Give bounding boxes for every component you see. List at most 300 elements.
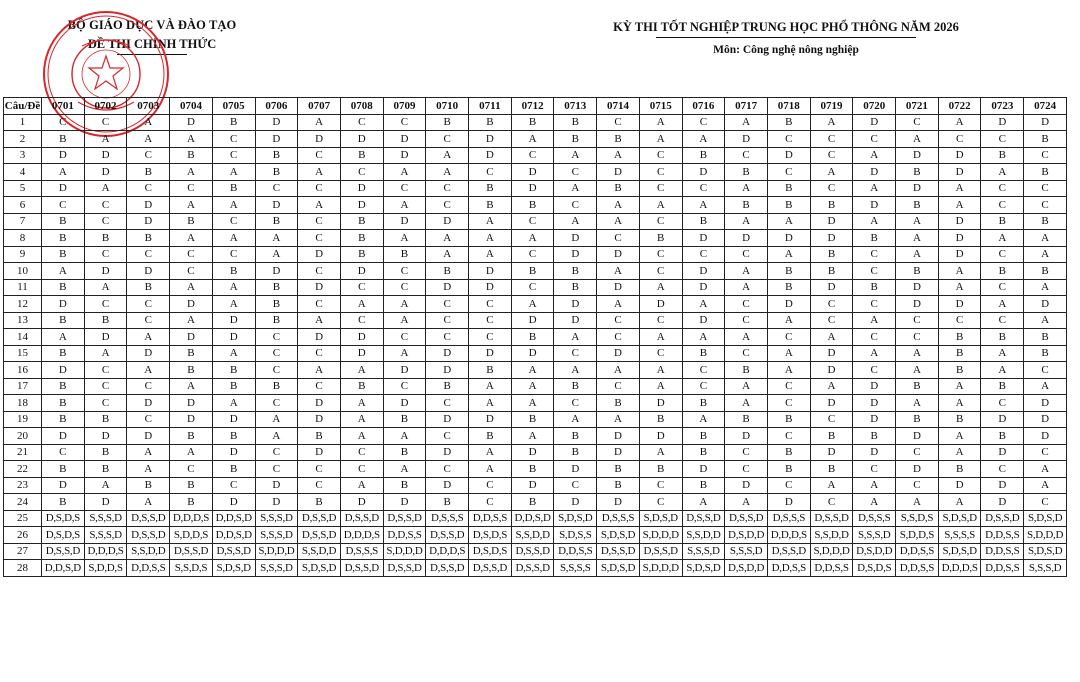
answer-cell: D,S,S,D	[682, 510, 725, 527]
answer-cell: C	[212, 131, 255, 148]
answer-cell: D,S,S,D	[340, 560, 383, 577]
answer-cell: B	[170, 477, 213, 494]
answer-cell: D	[469, 345, 512, 362]
answer-cell: A	[1024, 461, 1067, 478]
answer-cell: A	[340, 477, 383, 494]
answer-cell: C	[981, 131, 1024, 148]
answer-cell: A	[767, 213, 810, 230]
answer-cell: A	[426, 164, 469, 181]
answer-cell: C	[298, 461, 341, 478]
answer-cell: D	[853, 444, 896, 461]
answer-cell: A	[1024, 312, 1067, 329]
answer-cell: D	[127, 428, 170, 445]
answer-cell: A	[767, 246, 810, 263]
answer-cell: B	[127, 164, 170, 181]
answer-cell: B	[426, 114, 469, 131]
question-number: 17	[4, 378, 42, 395]
answer-cell: D	[639, 395, 682, 412]
answer-cell: C	[597, 329, 640, 346]
answer-cell: C	[767, 428, 810, 445]
answer-cell: A	[639, 279, 682, 296]
answer-cell: C	[511, 279, 554, 296]
answer-cell: D	[597, 444, 640, 461]
answer-cell: A	[383, 296, 426, 313]
answer-cell: S,D,D,D	[383, 543, 426, 560]
answer-cell: A	[511, 131, 554, 148]
answer-cell: D,S,S,D	[170, 543, 213, 560]
answer-cell: C	[853, 131, 896, 148]
answer-cell: A	[298, 197, 341, 214]
answer-cell: B	[554, 279, 597, 296]
answer-cell: B	[383, 477, 426, 494]
answer-cell: B	[810, 428, 853, 445]
exam-code-header: 0717	[725, 98, 768, 115]
answer-cell: B	[725, 164, 768, 181]
answer-cell: D,S,D,S	[42, 510, 85, 527]
question-number: 8	[4, 230, 42, 247]
answer-cell: A	[639, 329, 682, 346]
answer-cell: D	[896, 428, 939, 445]
answer-cell: D	[298, 329, 341, 346]
answer-cell: D	[298, 444, 341, 461]
answer-cell: C	[682, 180, 725, 197]
answer-cell: D	[767, 230, 810, 247]
answer-cell: C	[298, 263, 341, 280]
answer-cell: D	[84, 164, 127, 181]
table-row	[4, 345, 1067, 362]
answer-cell: C	[639, 164, 682, 181]
answer-cell: A	[853, 147, 896, 164]
answer-cell: C	[725, 461, 768, 478]
answer-cell: A	[127, 444, 170, 461]
answer-cell: B	[896, 197, 939, 214]
answer-cell: C	[426, 461, 469, 478]
question-number: 19	[4, 411, 42, 428]
answer-cell: A	[938, 180, 981, 197]
answer-cell: C	[767, 477, 810, 494]
answer-cell: C	[725, 296, 768, 313]
answer-cell: C	[896, 312, 939, 329]
answer-cell: D	[340, 329, 383, 346]
answer-cell: A	[938, 494, 981, 511]
answer-cell: D	[853, 114, 896, 131]
answer-cell: C	[810, 312, 853, 329]
answer-cell: S,D,S,D	[938, 543, 981, 560]
answer-cell: C	[298, 378, 341, 395]
answer-cell: C	[127, 378, 170, 395]
answer-cell: A	[170, 279, 213, 296]
answer-cell: A	[84, 477, 127, 494]
answer-cell: D,S,S,D	[340, 510, 383, 527]
answer-cell: B	[896, 378, 939, 395]
answer-cell: B	[554, 131, 597, 148]
answer-cell: A	[298, 312, 341, 329]
answer-cell: C	[383, 329, 426, 346]
answer-cell: S,D,D,D	[639, 560, 682, 577]
answer-cell: C	[426, 180, 469, 197]
table-row	[4, 527, 1067, 544]
answer-cell: C	[84, 378, 127, 395]
answer-cell: B	[511, 329, 554, 346]
ministry-header	[42, 18, 262, 55]
answer-cell: A	[725, 279, 768, 296]
answer-cell: D,S,D,S	[469, 527, 512, 544]
answer-cell: D,D,S,S	[554, 543, 597, 560]
answer-cell: D	[170, 296, 213, 313]
answer-cell: D	[981, 444, 1024, 461]
answer-cell: A	[298, 114, 341, 131]
answer-cell: C	[42, 114, 85, 131]
answer-cell: D	[127, 345, 170, 362]
exam-title: KỲ THI TỐT NGHIỆP TRUNG HỌC PHỔ THÔNG NĂM 2026	[613, 20, 959, 34]
answer-cell: C	[426, 329, 469, 346]
answer-cell: B	[255, 312, 298, 329]
answer-cell: B	[340, 378, 383, 395]
answer-cell: A	[383, 230, 426, 247]
answer-cell: A	[682, 494, 725, 511]
answer-cell: S,D,S,D	[597, 560, 640, 577]
answer-cell: D,D,S,D	[212, 527, 255, 544]
answer-cell: D	[938, 147, 981, 164]
answer-cell: D	[212, 411, 255, 428]
answer-cell: B	[170, 147, 213, 164]
answer-cell: D	[469, 279, 512, 296]
answer-cell: B	[340, 147, 383, 164]
table-row	[4, 197, 1067, 214]
answer-cell: D	[1024, 395, 1067, 412]
answer-cell: D	[42, 362, 85, 379]
answer-cell: D	[426, 362, 469, 379]
ministry-name: BỘ GIÁO DỤC VÀ ĐÀO TẠO	[67, 18, 237, 32]
answer-cell: A	[639, 444, 682, 461]
answer-cell: D	[1024, 411, 1067, 428]
answer-cell: B	[981, 213, 1024, 230]
answer-cell: D	[682, 279, 725, 296]
answer-cell: B	[554, 114, 597, 131]
table-row	[4, 477, 1067, 494]
answer-cell: B	[938, 362, 981, 379]
table-row	[4, 312, 1067, 329]
answer-cell: D,S,S,D	[383, 510, 426, 527]
answer-cell: D	[383, 131, 426, 148]
answer-cell: A	[938, 378, 981, 395]
answer-cell: C	[554, 164, 597, 181]
answer-cell: A	[554, 147, 597, 164]
answer-cell: B	[170, 494, 213, 511]
answer-cell: A	[725, 114, 768, 131]
answer-cell: C	[383, 378, 426, 395]
answer-cell: D	[896, 147, 939, 164]
exam-code-header: 0710	[426, 98, 469, 115]
answer-cell: C	[298, 230, 341, 247]
answer-cell: C	[853, 329, 896, 346]
answer-cell: A	[212, 345, 255, 362]
answer-cell: C	[340, 461, 383, 478]
answer-cell: B	[554, 263, 597, 280]
answer-cell: B	[212, 180, 255, 197]
answer-cell: B	[639, 230, 682, 247]
answer-cell: A	[938, 114, 981, 131]
answer-cell: D	[682, 230, 725, 247]
answer-cell: D	[597, 428, 640, 445]
answer-cell: D	[810, 444, 853, 461]
answer-cell: B	[896, 411, 939, 428]
exam-code-header: 0711	[469, 98, 512, 115]
question-number: 11	[4, 279, 42, 296]
answer-cell: A	[597, 362, 640, 379]
answer-cell: A	[42, 263, 85, 280]
answer-cell: A	[597, 296, 640, 313]
answer-cell: B	[255, 147, 298, 164]
answer-cell: D	[383, 395, 426, 412]
answer-cell: D	[383, 213, 426, 230]
answer-cell: D,S,S,S	[340, 543, 383, 560]
answer-cell: B	[383, 444, 426, 461]
answer-cell: A	[170, 197, 213, 214]
answer-cell: C	[1024, 362, 1067, 379]
answer-cell: A	[981, 345, 1024, 362]
answer-cell: B	[938, 461, 981, 478]
answer-cell: D,S,S,S	[426, 510, 469, 527]
answer-cell: C	[511, 147, 554, 164]
answer-cell: C	[127, 296, 170, 313]
answer-cell: A	[725, 329, 768, 346]
answer-cell: C	[597, 230, 640, 247]
answer-cell: C	[426, 428, 469, 445]
answer-cell: B	[1024, 263, 1067, 280]
answer-cell: B	[469, 362, 512, 379]
exam-code-header: 0712	[511, 98, 554, 115]
answer-cell: S,S,S,D	[1024, 560, 1067, 577]
answer-cell: C	[725, 147, 768, 164]
table-row	[4, 230, 1067, 247]
answer-cell: A	[1024, 230, 1067, 247]
answer-cell: S,D,D,S	[170, 527, 213, 544]
answer-cell: B	[597, 395, 640, 412]
answer-cell: D,D,S,S	[383, 527, 426, 544]
answer-cell: A	[340, 362, 383, 379]
answer-cell: S,D,D,D	[1024, 527, 1067, 544]
answer-cell: A	[340, 296, 383, 313]
answer-cell: D	[597, 279, 640, 296]
answer-cell: B	[469, 114, 512, 131]
answer-cell: A	[511, 378, 554, 395]
table-row	[4, 114, 1067, 131]
answer-cell: A	[255, 246, 298, 263]
answer-cell: C	[426, 131, 469, 148]
answer-cell: B	[981, 378, 1024, 395]
answer-cell: C	[1024, 494, 1067, 511]
answer-cell: S,S,D,D	[682, 527, 725, 544]
answer-cell: S,S,S,D	[84, 527, 127, 544]
answer-cell: A	[554, 180, 597, 197]
answer-cell: B	[682, 213, 725, 230]
answer-cell: A	[810, 114, 853, 131]
answer-cell: B	[511, 197, 554, 214]
table-row	[4, 444, 1067, 461]
exam-subject: Môn: Công nghệ nông nghiệp	[713, 44, 859, 56]
answer-cell: D	[639, 428, 682, 445]
table-row	[4, 395, 1067, 412]
answer-cell: S,D,S,D	[597, 527, 640, 544]
question-number: 10	[4, 263, 42, 280]
answer-cell: D,D,D,S	[170, 510, 213, 527]
answer-cell: A	[597, 147, 640, 164]
answer-cell: B	[298, 494, 341, 511]
answer-cell: D	[981, 411, 1024, 428]
answer-cell: B	[511, 461, 554, 478]
answer-cell: B	[511, 114, 554, 131]
answer-cell: S,S,S,D	[255, 560, 298, 577]
answer-cell: A	[383, 428, 426, 445]
answer-cell: S,D,S,D	[938, 510, 981, 527]
answer-cell: B	[554, 444, 597, 461]
answer-cell: A	[127, 494, 170, 511]
answer-cell: D	[426, 477, 469, 494]
answer-cell: B	[597, 461, 640, 478]
answer-cell: C	[981, 461, 1024, 478]
exam-code-header: 0705	[212, 98, 255, 115]
answer-cell: B	[554, 428, 597, 445]
answer-cell: C	[170, 180, 213, 197]
answer-cell: S,S,D,D	[511, 527, 554, 544]
answer-cell: C	[725, 312, 768, 329]
answer-cell: C	[170, 461, 213, 478]
answer-cell: C	[340, 312, 383, 329]
answer-cell: B	[469, 428, 512, 445]
answer-cell: C	[1024, 147, 1067, 164]
answer-cell: D,S,D,D	[725, 527, 768, 544]
answer-cell: S,S,D,D	[298, 543, 341, 560]
answer-cell: C	[383, 279, 426, 296]
answer-cell: C	[426, 197, 469, 214]
answer-cell: D	[426, 213, 469, 230]
answer-cell: C	[84, 114, 127, 131]
question-number: 23	[4, 477, 42, 494]
answer-cell: D	[938, 164, 981, 181]
answer-cell: B	[383, 411, 426, 428]
answer-cell: D	[767, 147, 810, 164]
answer-cell: A	[639, 378, 682, 395]
answer-cell: D	[938, 230, 981, 247]
answer-cell: D,D,S,S	[896, 543, 939, 560]
answer-cell: D,S,S,D	[426, 560, 469, 577]
table-row	[4, 279, 1067, 296]
answer-cell: D	[597, 345, 640, 362]
answer-cell: B	[255, 164, 298, 181]
answer-cell: D	[127, 197, 170, 214]
answer-cell: C	[255, 395, 298, 412]
answer-cell: C	[1024, 197, 1067, 214]
answer-cell: C	[767, 329, 810, 346]
answer-cell: A	[469, 461, 512, 478]
answer-cell: B	[212, 114, 255, 131]
answer-cell: A	[938, 444, 981, 461]
answer-cell: S,S,D,S	[896, 510, 939, 527]
answer-cell: D,D,S,D	[212, 510, 255, 527]
table-row	[4, 246, 1067, 263]
answer-cell: D,D,S,D	[42, 560, 85, 577]
question-number: 25	[4, 510, 42, 527]
answer-cell: D	[767, 494, 810, 511]
answer-cell: A	[298, 164, 341, 181]
answer-cell: C	[469, 329, 512, 346]
answer-cell: C	[810, 131, 853, 148]
answer-cell: B	[725, 411, 768, 428]
answer-cell: A	[1024, 246, 1067, 263]
answer-cell: A	[938, 197, 981, 214]
answer-cell: C	[469, 312, 512, 329]
answer-cell: C	[639, 494, 682, 511]
answer-cell: A	[340, 395, 383, 412]
answer-key-table	[3, 97, 1067, 577]
answer-cell: A	[84, 345, 127, 362]
answer-cell: A	[938, 428, 981, 445]
answer-cell: B	[170, 428, 213, 445]
answer-cell: B	[42, 213, 85, 230]
answer-cell: D	[981, 114, 1024, 131]
answer-cell: B	[212, 428, 255, 445]
answer-cell: A	[896, 494, 939, 511]
answer-cell: D	[84, 329, 127, 346]
answer-cell: D	[597, 164, 640, 181]
answer-cell: D,S,S,D	[127, 527, 170, 544]
answer-cell: A	[853, 213, 896, 230]
answer-cell: D	[469, 147, 512, 164]
answer-cell: B	[938, 411, 981, 428]
answer-cell: A	[853, 312, 896, 329]
answer-cell: B	[255, 378, 298, 395]
answer-cell: D	[127, 213, 170, 230]
answer-cell: D,S,S,D	[383, 560, 426, 577]
answer-cell: B	[767, 114, 810, 131]
question-number: 13	[4, 312, 42, 329]
answer-cell: D	[554, 296, 597, 313]
answer-cell: C	[554, 345, 597, 362]
table-row	[4, 213, 1067, 230]
question-number: 5	[4, 180, 42, 197]
answer-cell: B	[42, 395, 85, 412]
answer-cell: D,S,S,S	[597, 510, 640, 527]
exam-code-header: 0702	[84, 98, 127, 115]
answer-cell: C	[383, 114, 426, 131]
answer-cell: C	[42, 197, 85, 214]
answer-cell: B	[853, 279, 896, 296]
table-row	[4, 131, 1067, 148]
answer-cell: D	[170, 411, 213, 428]
exam-type: ĐỀ THI CHÍNH THỨC	[87, 37, 217, 51]
answer-cell: B	[340, 213, 383, 230]
answer-cell: D	[170, 114, 213, 131]
answer-cell: A	[469, 246, 512, 263]
answer-cell: A	[127, 362, 170, 379]
answer-cell: D	[810, 362, 853, 379]
exam-code-header: 0723	[981, 98, 1024, 115]
answer-cell: D,D,D,S	[426, 543, 469, 560]
answer-cell: B	[298, 428, 341, 445]
answer-cell: A	[84, 131, 127, 148]
answer-cell: S,D,D,D	[255, 543, 298, 560]
exam-code-header: 0722	[938, 98, 981, 115]
answer-cell: D,S,S,D	[298, 510, 341, 527]
answer-cell: A	[383, 164, 426, 181]
answer-cell: D	[511, 180, 554, 197]
answer-cell: S,D,S,D	[1024, 543, 1067, 560]
exam-code-header: 0714	[597, 98, 640, 115]
answer-cell: C	[127, 147, 170, 164]
answer-cell: A	[170, 378, 213, 395]
exam-code-header: 0716	[682, 98, 725, 115]
